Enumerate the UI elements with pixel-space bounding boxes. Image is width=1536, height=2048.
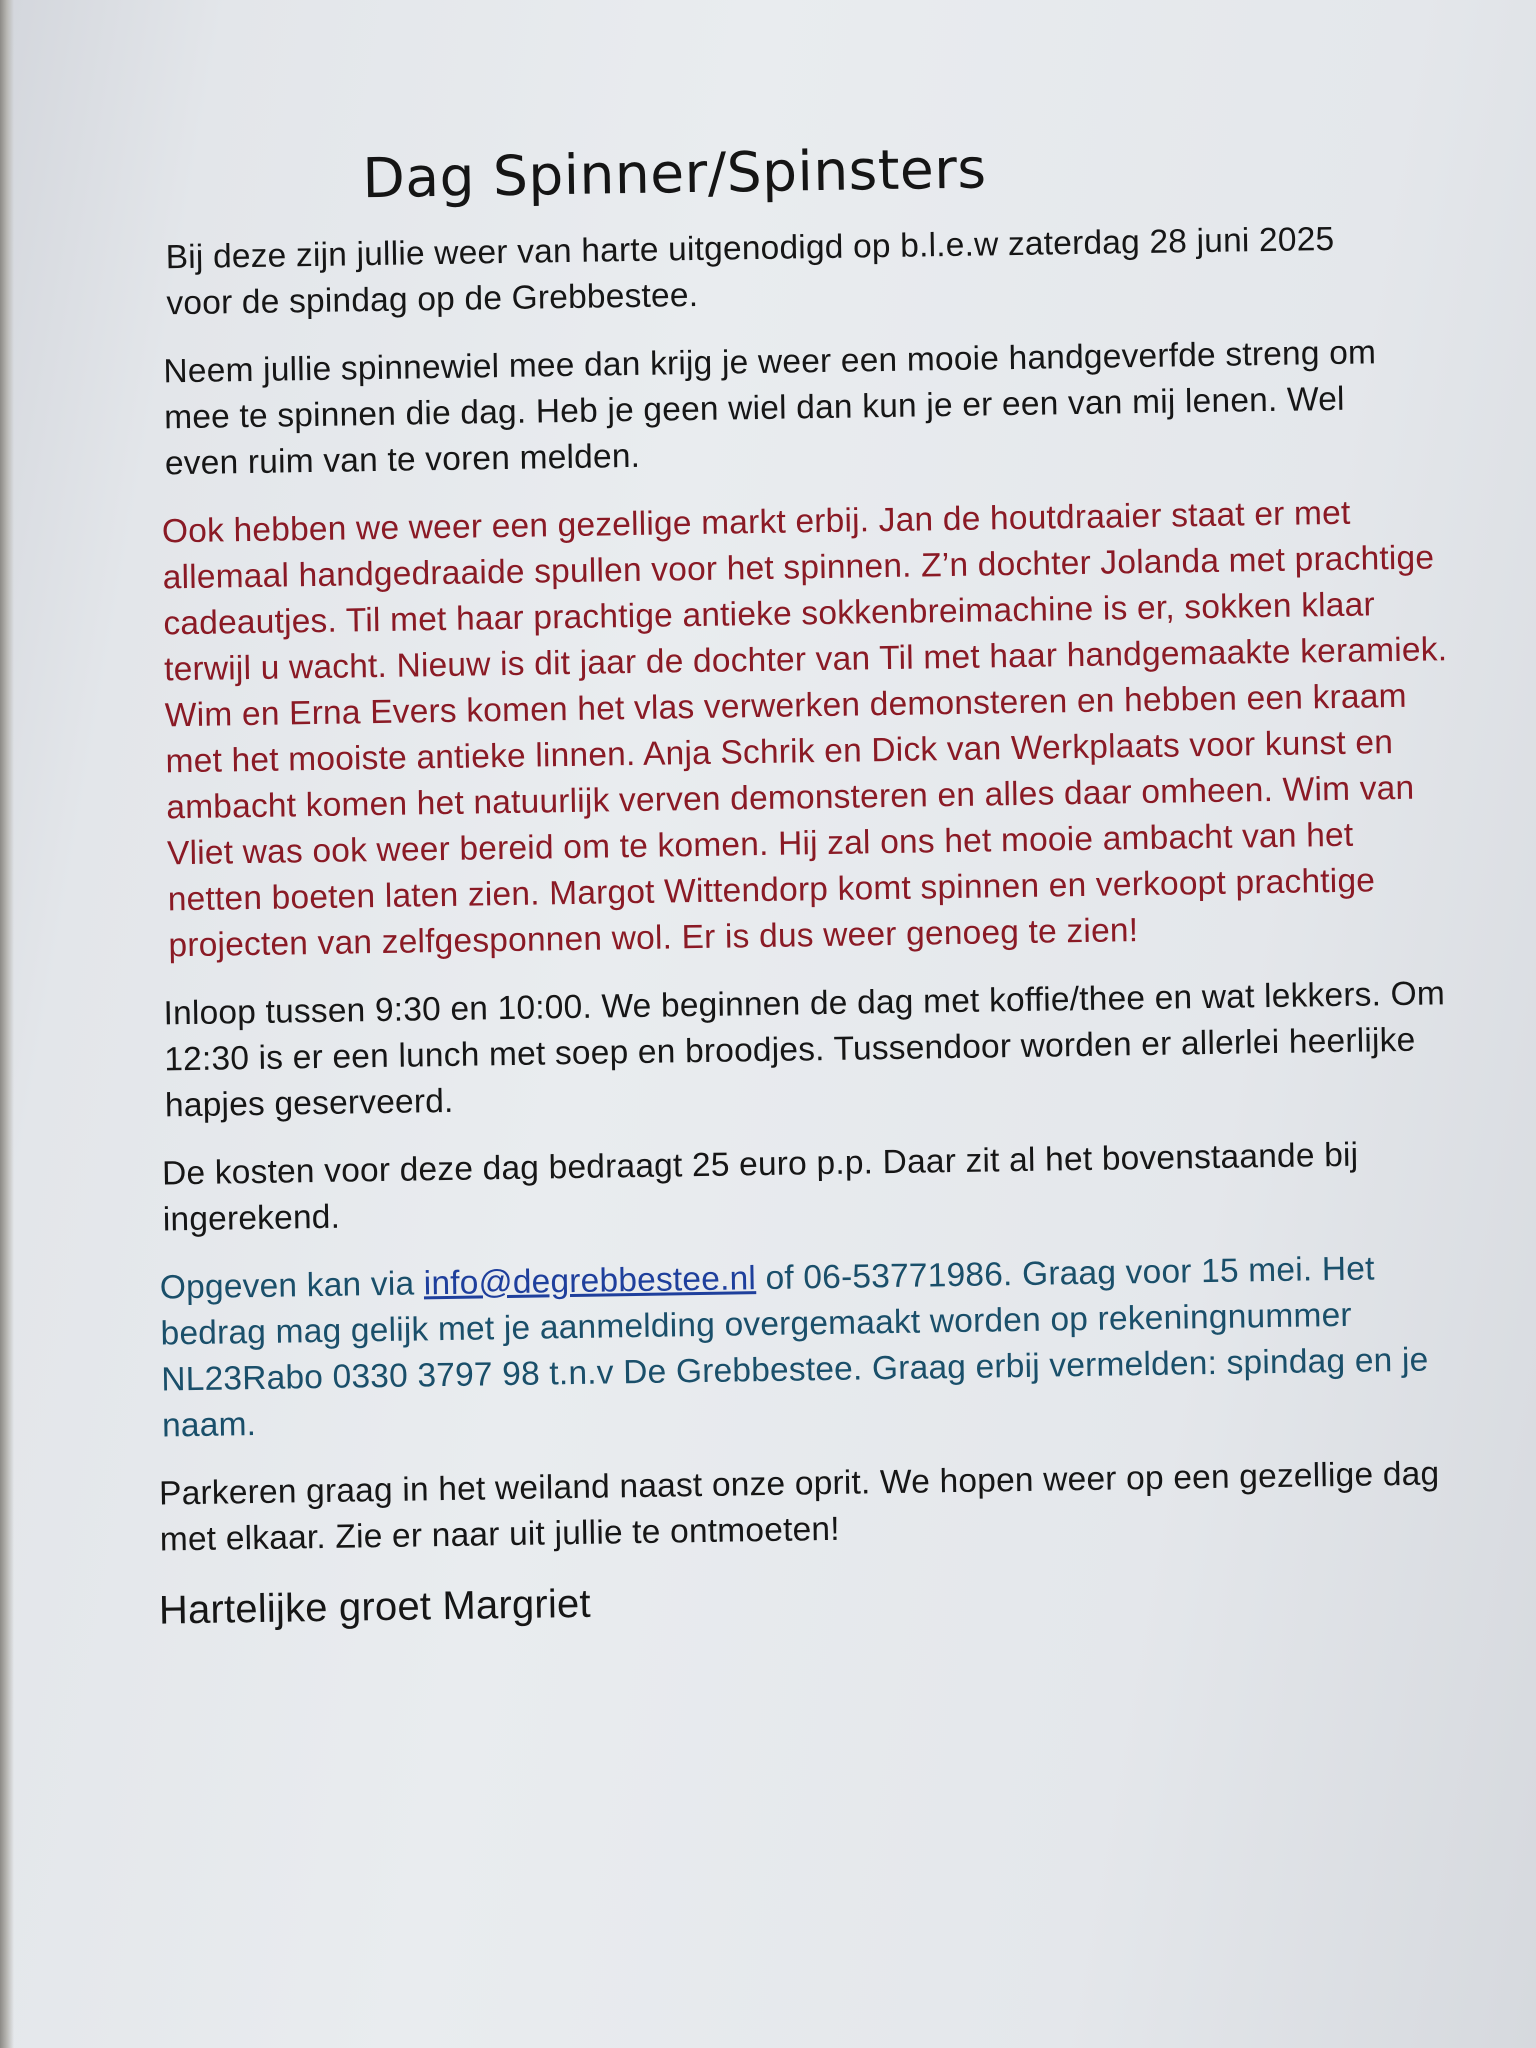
signup-intro: Opgeven kan via bbox=[159, 1265, 425, 1307]
market-paragraph: Ook hebben we weer een gezellige markt erbij. Jan de houtdraaier staat er met allemaal handgedraaide spullen voor het spinnen. Z’n dochter Jolanda met prachtige cadeautjes. Til met haar prachtige antieke sokkenbreimachine is er, sokken klaar terwijl u wacht. Nieuw is dit jaar de dochter van Til met haar handgemaakte keramiek. Wim en Erna Evers komen het vlas verwerken demonsteren en hebben een kraam met het mooiste antieke linnen. Anja Schrik en Dick van Werkplaats voor kunst en ambacht komen het natuurlijk verven demonsteren en alles daar omheen. Wim van Vliet was ook weer bereid om te komen. Hij zal ons het mooie ambacht van het netten boeten laten zien. Margot Wittendorp komt spinnen en verkoopt prachtige projecten van zelfgesponnen wol. Er is dus weer genoeg te zien! bbox=[161, 494, 1448, 965]
email-link[interactable]: info@degrebbestee.nl bbox=[423, 1260, 757, 1303]
spinning-wheel-paragraph: Neem jullie spinnewiel mee dan krijg je weer een mooie handgeverfde streng om mee te spinnen die dag. Heb je geen wiel dan kun je er een van mij lenen. Wel even ruim van te voren melden. bbox=[163, 334, 1377, 483]
signup-paragraph bbox=[160, 1245, 1483, 1450]
parking-paragraph: Parkeren graag in het weiland naast onze oprit. We hopen weer op een gezellige dag met elkaar. Zie er naar uit jullie te ontmoeten! bbox=[158, 1455, 1440, 1559]
letter bbox=[120, 129, 1474, 1658]
invitation-paragraph: Bij deze zijn jullie weer van harte uitgenodigd op b.l.e.w zaterdag 28 juni 2025 voor de spindag op de Grebbestee. bbox=[165, 220, 1335, 323]
paper-edge-shadow bbox=[0, 0, 14, 2048]
signature: Hartelijke groet Margriet bbox=[158, 1581, 592, 1633]
costs-paragraph: De kosten voor deze dag bedraagt 25 euro p.p. Daar zit al het bovenstaande bij ingerekend. bbox=[161, 1136, 1359, 1239]
signup-details: of 06-53771986. Graag voor 15 mei. Het bedrag mag gelijk met je aanmelding overgemaakt worden op rekeningnummer NL23Rabo 0330 3797 98 t.n.v De Grebbestee. Graag erbij vermelden: spindag en je naam. bbox=[160, 1250, 1429, 1445]
schedule-paragraph: Inloop tussen 9:30 en 10:00. We beginnen de dag met koffie/thee en wat lekkers. Om 12:30 is er een lunch met soep en broodjes. Tussendoor worden er allerlei heerlijke hapjes geserveerd. bbox=[163, 975, 1446, 1125]
letter-title: Dag Spinner/Spinsters bbox=[361, 136, 987, 211]
